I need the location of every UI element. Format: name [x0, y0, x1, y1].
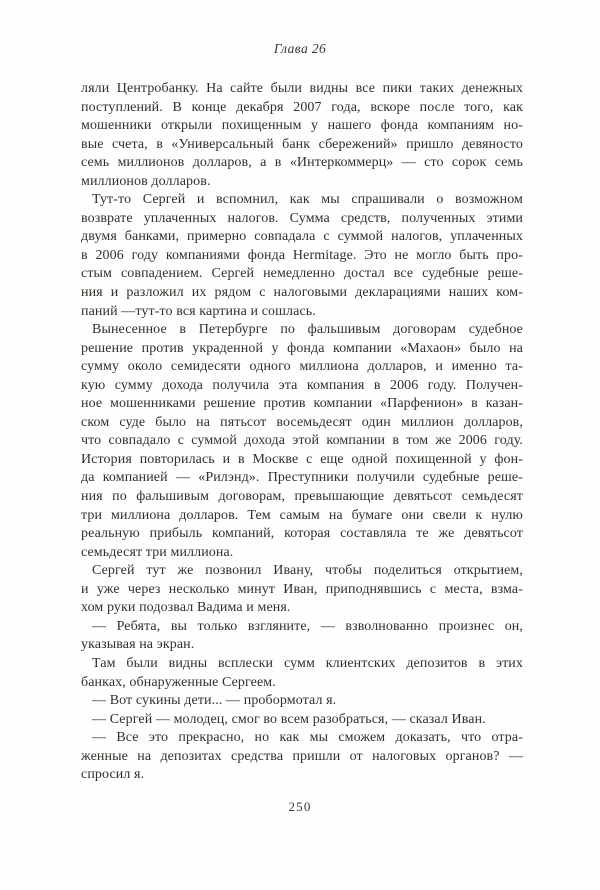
text-line: спросил я.: [81, 767, 145, 783]
text-line: двумя банками, примерно совпадала с суммой налогов, уплаченных: [81, 229, 523, 245]
text-line: кую сумму дохода получила эта компания в 2006 году. Получен-: [81, 377, 523, 393]
text-line: указывая на экран.: [81, 637, 195, 653]
text-line: мошенники открыли похищенным у нашего фонда компаниям но-: [81, 118, 523, 134]
text-line: ния и разложил их рядом с налоговыми декларациями наших ком-: [81, 285, 523, 301]
text-line: стым совпадением. Сергей немедленно достал все судебные реше-: [81, 266, 523, 282]
text-line: Вынесенное в Петербурге по фальшивым договорам судебное: [92, 322, 523, 338]
text-line: вые счета, в «Универсальный банк сбережений» пришло девяносто: [81, 136, 523, 152]
text-line: История повторилась и в Москве с еще одной похищенной у фон-: [81, 451, 523, 467]
text-line: реальную прибыль компаний, которая составляла те же девятьсот: [81, 526, 523, 542]
body-text: [81, 80, 523, 785]
text-line: ния по фальшивым договорам, превышающие девятьсот семьдесят: [81, 489, 523, 505]
text-line: — Вот сукины дети... — пробормотал я.: [92, 693, 337, 709]
text-line: возврате уплаченных налогов. Сумма средств, полученных этими: [81, 210, 523, 226]
text-line: семь миллионов долларов, а в «Интеркоммерц» — сто сорок семь: [81, 155, 523, 171]
text-line: семьдесят три миллиона.: [81, 544, 234, 560]
text-line: Тут-то Сергей и вспомнил, как мы спрашивали о возможном: [92, 192, 523, 208]
text-line: что совпадало с суммой дохода этой компании в том же 2006 году.: [81, 433, 523, 449]
text-line: — Сергей — молодец, смог во всем разобраться, — сказал Иван.: [92, 711, 486, 727]
text-line: ляли Центробанку. На сайте были видны все пики таких денежных: [81, 81, 523, 96]
text-line: паний —тут-то вся картина и сошлась.: [81, 303, 316, 319]
text-line: хом руки подозвал Вадима и меня.: [81, 600, 291, 616]
text-line: да компанией — «Рилэнд». Преступники получили судебные реше-: [81, 470, 523, 486]
text-line: банках, обнаруженные Сергеем.: [81, 674, 276, 690]
text-line: решение против украденной у фонда компании «Махаон» было на: [81, 340, 523, 356]
text-line: в 2006 году компаниями фонда Hermitage. Это не могло быть про-: [81, 247, 523, 263]
page-number: 250: [288, 799, 312, 814]
text-line: сумму около семидесяти одного миллиона долларов, и именно та-: [81, 359, 523, 375]
chapter-header: Глава 26: [273, 41, 327, 56]
text-line: миллионов долларов.: [81, 173, 211, 189]
text-line: три миллиона долларов. Тем самым на бумаге они свели к нулю: [81, 507, 523, 523]
text-line: ском суде было на пятьсот восемьдесят один миллион долларов,: [81, 414, 523, 430]
text-line: — Ребята, вы только взгляните, — взволнованно произнес он,: [92, 618, 523, 634]
text-line: женные на депозитах средства пришли от налоговых органов? —: [81, 748, 523, 764]
text-line: поступлений. В конце декабря 2007 года, вскоре после того, как: [81, 99, 523, 115]
text-line: — Все это прекрасно, но как мы сможем доказать, что отра-: [92, 730, 523, 746]
text-line: ное мошенниками решение против компании «Парфенион» в казан-: [81, 396, 523, 412]
text-line: и уже через несколько минут Иван, приподнявшись с места, взма-: [81, 581, 523, 597]
text-line: Там были видны всплески сумм клиентских депозитов в этих: [92, 655, 523, 671]
text-line: Сергей тут же позвонил Ивану, чтобы поделиться открытием,: [92, 563, 523, 579]
